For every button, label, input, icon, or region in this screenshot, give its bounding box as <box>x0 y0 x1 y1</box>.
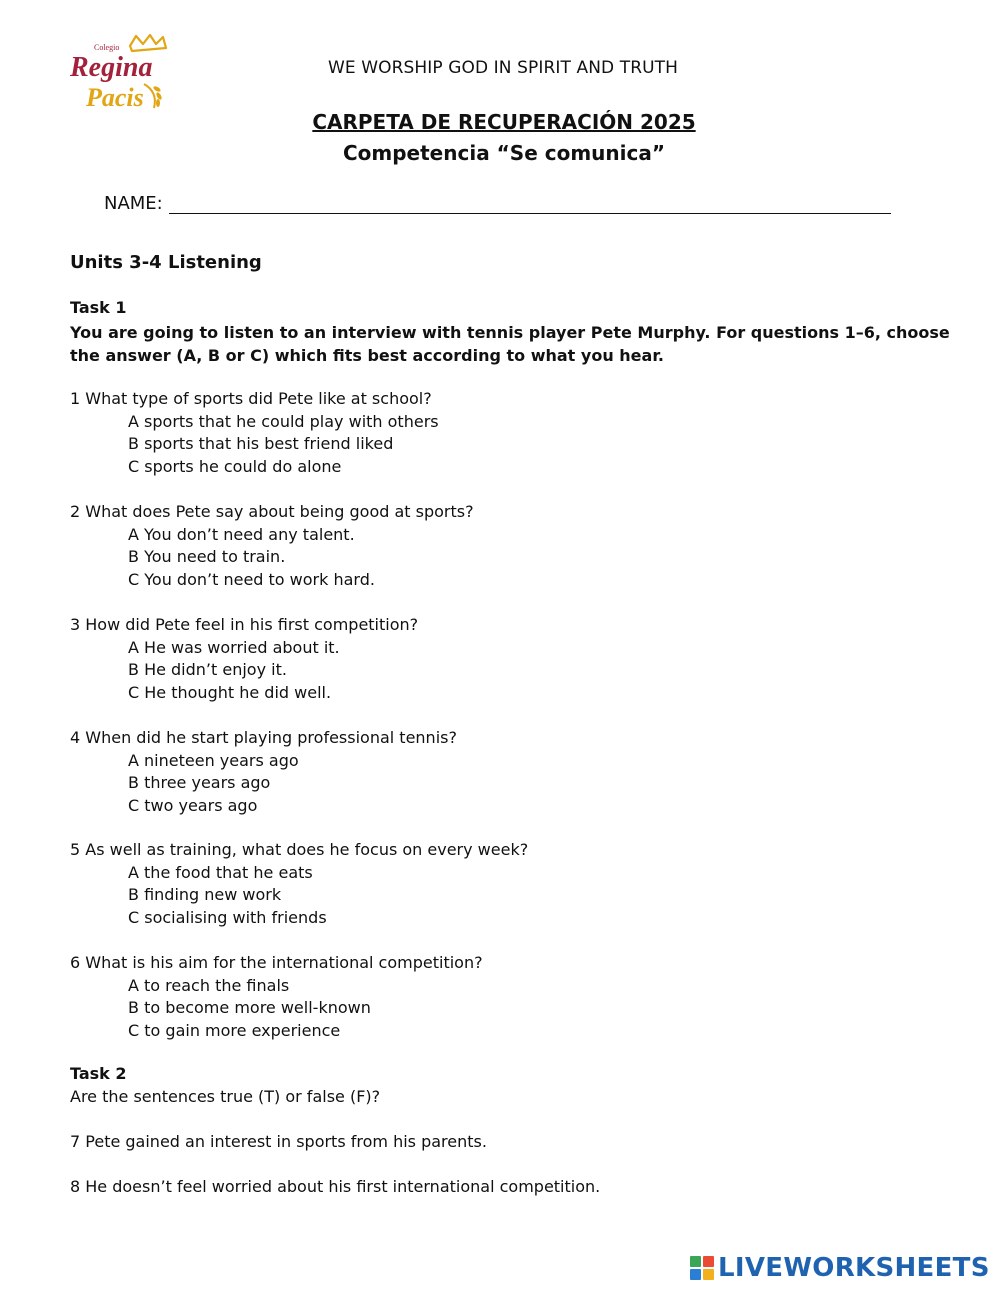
liveworksheets-wordmark: LIVEWORKSHEETS <box>718 1253 990 1283</box>
option-a[interactable]: A You don’t need any talent. <box>128 524 355 544</box>
logo-block-l <box>690 1256 701 1267</box>
section-title: Units 3-4 Listening <box>70 252 262 273</box>
option-a[interactable]: A nineteen years ago <box>128 750 299 770</box>
option-c[interactable]: C socialising with friends <box>128 907 327 927</box>
logo-block-i <box>703 1256 714 1267</box>
question-text: 1 What type of sports did Pete like at school? <box>70 389 432 408</box>
logo-line2: Pacis <box>86 83 144 112</box>
option-a[interactable]: A sports that he could play with others <box>128 411 439 431</box>
task2-instructions: Are the sentences true (T) or false (F)? <box>70 1087 381 1106</box>
option-c[interactable]: C You don’t need to work hard. <box>128 569 375 589</box>
option-b[interactable]: B three years ago <box>128 773 271 793</box>
logo-small-text: Colegio <box>94 43 120 52</box>
logo-line1: Regina <box>70 52 153 83</box>
question-3 <box>70 614 418 704</box>
task1-instructions: You are going to listen to an interview with tennis player Pete Murphy. For questions 1–6, choose the answer (A, B or C) which fits best according to what you hear. <box>70 323 950 365</box>
task2-heading: Task 2 <box>70 1064 127 1083</box>
name-input[interactable] <box>169 197 891 214</box>
logo-block-v <box>690 1269 701 1280</box>
task1-heading: Task 1 <box>70 298 127 317</box>
page-subtitle: Competencia “Se comunica” <box>342 141 665 165</box>
option-a[interactable]: A to reach the finals <box>128 975 290 995</box>
name-row <box>104 193 891 214</box>
option-c[interactable]: C two years ago <box>128 795 258 815</box>
question-2 <box>70 501 474 591</box>
question-6 <box>70 952 483 1042</box>
liveworksheets-logo <box>690 1253 990 1283</box>
option-a[interactable]: A He was worried about it. <box>128 637 340 657</box>
logo-block-e <box>703 1269 714 1280</box>
option-c[interactable]: C He thought he did well. <box>128 682 332 702</box>
option-c[interactable]: C sports he could do alone <box>128 456 342 476</box>
option-b[interactable]: B You need to train. <box>128 547 286 567</box>
question-text: 4 When did he start playing professional tennis? <box>70 728 457 747</box>
name-label: NAME: <box>104 193 163 214</box>
liveworksheets-icon <box>690 1256 714 1280</box>
school-motto: WE WORSHIP GOD IN SPIRIT AND TRUTH <box>327 58 679 78</box>
page-title: CARPETA DE RECUPERACIÓN 2025 <box>312 110 696 134</box>
statement-7: 7 Pete gained an interest in sports from his parents. <box>70 1132 487 1151</box>
option-a[interactable]: A the food that he eats <box>128 862 313 882</box>
option-c[interactable]: C to gain more experience <box>128 1020 341 1040</box>
option-b[interactable]: B finding new work <box>128 885 282 905</box>
question-4 <box>70 727 457 817</box>
option-b[interactable]: B to become more well-known <box>128 998 371 1018</box>
option-b[interactable]: B He didn’t enjoy it. <box>128 660 287 680</box>
question-5 <box>70 839 528 929</box>
option-b[interactable]: B sports that his best friend liked <box>128 434 394 454</box>
statement-8: 8 He doesn’t feel worried about his first international competition. <box>70 1177 601 1196</box>
question-text: 5 As well as training, what does he focus on every week? <box>70 840 529 859</box>
question-text: 2 What does Pete say about being good at sports? <box>70 502 474 521</box>
question-text: 3 How did Pete feel in his first competition? <box>70 615 419 634</box>
question-text: 6 What is his aim for the international competition? <box>70 953 483 972</box>
question-1 <box>70 388 439 478</box>
